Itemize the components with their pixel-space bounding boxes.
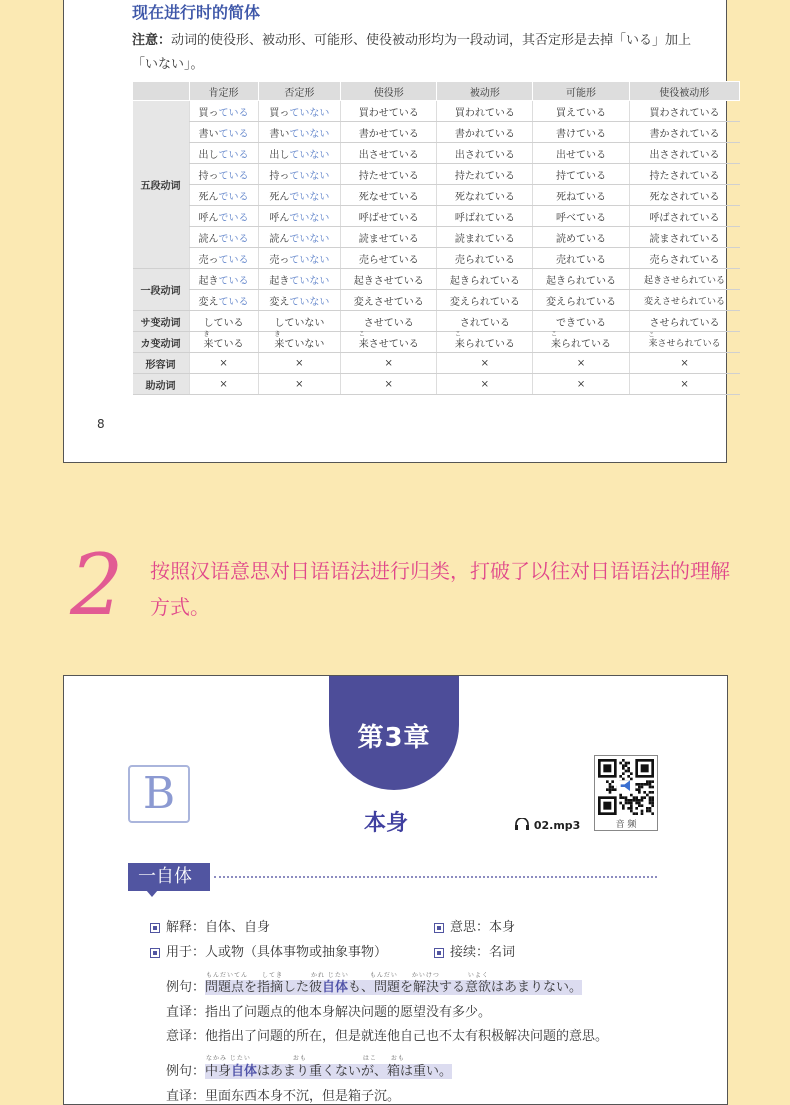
section-title: 现在进行时的简体 xyxy=(132,3,261,22)
feature-text: 按照汉语意思对日语语法进行归类，打破了以往对日语语法的理解方式。 xyxy=(150,559,730,619)
bullet-icon xyxy=(434,948,444,958)
bullet-icon xyxy=(150,923,160,933)
example1-sentence xyxy=(205,980,582,995)
table-header: 可能形 xyxy=(533,82,629,101)
table-cell: × xyxy=(629,353,739,374)
table-cell: 呼んでいる xyxy=(189,206,258,227)
table-row xyxy=(133,332,740,353)
table-cell: 売っている xyxy=(189,248,258,269)
table-header: 被动形 xyxy=(437,82,533,101)
table-cell: 読まされている xyxy=(629,227,739,248)
audio-file: 02.mp3 xyxy=(533,819,581,832)
example2 xyxy=(166,1060,452,1079)
table-cell: こ 来させている xyxy=(341,332,437,353)
usage-tag: 一自体 xyxy=(128,863,210,891)
table-cell: 読ませている xyxy=(341,227,437,248)
usage-row xyxy=(150,941,387,960)
conjugation-table xyxy=(132,81,740,395)
example1 xyxy=(166,976,582,995)
meaning-value: 本身 xyxy=(489,920,516,935)
literal1-label: 直译： xyxy=(166,1005,206,1020)
qr-code-icon xyxy=(598,759,654,815)
headword: 本身 xyxy=(364,810,409,836)
verb-group-label: 形容词 xyxy=(133,353,190,374)
verb-group-label: サ变动词 xyxy=(133,311,190,332)
table-cell: 持てている xyxy=(533,164,629,185)
table-cell: 死ねている xyxy=(533,185,629,206)
table-cell: 起きられている xyxy=(533,269,629,290)
qr-code[interactable] xyxy=(594,755,658,831)
verb-group-label: カ变动词 xyxy=(133,332,190,353)
table-cell: させられている xyxy=(629,311,739,332)
table-cell: × xyxy=(533,374,629,395)
bullet-icon xyxy=(434,923,444,933)
note xyxy=(132,29,692,77)
table-row xyxy=(133,248,740,269)
table-cell: 死なせている xyxy=(341,185,437,206)
table-cell: 死んでいる xyxy=(189,185,258,206)
table-cell: 変えられている xyxy=(533,290,629,311)
textbook-page-top xyxy=(63,0,727,463)
usage-label: 用于： xyxy=(166,945,206,960)
table-cell: している xyxy=(189,311,258,332)
example2-furigana: なかみ じたい おも はこ おも xyxy=(206,1055,405,1062)
table-cell: 呼べている xyxy=(533,206,629,227)
table-row xyxy=(133,143,740,164)
usage-value: 人或物（具体事物或抽象事物） xyxy=(205,945,388,960)
free1-text: 他指出了问题的所在，但是就连他自己也不太有积极解决问题的意思。 xyxy=(205,1029,609,1044)
table-row xyxy=(133,311,740,332)
table-cell: 書いている xyxy=(189,122,258,143)
table-cell: こ 来られている xyxy=(437,332,533,353)
table-cell: 起きていない xyxy=(258,269,341,290)
table-cell: 出していない xyxy=(258,143,341,164)
table-cell: 売っていない xyxy=(258,248,341,269)
table-cell: 持っていない xyxy=(258,164,341,185)
table-cell: 書かせている xyxy=(341,122,437,143)
table-cell: 書かれている xyxy=(437,122,533,143)
free1 xyxy=(166,1025,608,1044)
literal1 xyxy=(166,1001,491,1020)
table-cell: 呼ばせている xyxy=(341,206,437,227)
table-cell: 起きられている xyxy=(437,269,533,290)
table-cell: 出さされている xyxy=(629,143,739,164)
table-cell: こ 来させられている xyxy=(629,332,739,353)
table-cell: 買っている xyxy=(189,101,258,122)
table-cell: できている xyxy=(533,311,629,332)
literal1-text: 指出了问题点的他本身解决问题的愿望没有多少。 xyxy=(205,1005,492,1020)
dotted-divider xyxy=(214,876,657,878)
table-row xyxy=(133,185,740,206)
table-cell: 起きさせられている xyxy=(629,269,739,290)
table-cell: × xyxy=(629,374,739,395)
table-row xyxy=(133,122,740,143)
meaning-row xyxy=(434,916,515,935)
example1-furigana: もんだいてん してき かれ じたい もんだい かいけつ いよく xyxy=(206,972,489,979)
table-cell: 死んでいない xyxy=(258,185,341,206)
table-cell: していない xyxy=(258,311,341,332)
arrow-down-icon xyxy=(146,890,158,897)
table-cell: 呼んでいない xyxy=(258,206,341,227)
table-header: 使役被动形 xyxy=(629,82,739,101)
table-header xyxy=(133,82,190,101)
table-cell: 読まれている xyxy=(437,227,533,248)
explain-value: 自体、自身 xyxy=(205,920,271,935)
table-cell: 売れている xyxy=(533,248,629,269)
example2-keyword: 自体 xyxy=(231,1064,258,1079)
table-cell: 買っていない xyxy=(258,101,341,122)
table-cell: 起きている xyxy=(189,269,258,290)
table-row xyxy=(133,206,740,227)
connect-row xyxy=(434,941,515,960)
table-header: 使役形 xyxy=(341,82,437,101)
meaning-label: 意思： xyxy=(450,920,490,935)
table-cell: × xyxy=(437,353,533,374)
table-cell: 読んでいない xyxy=(258,227,341,248)
textbook-page-bottom xyxy=(63,675,728,1105)
audio-link[interactable] xyxy=(514,818,580,832)
table-cell: 変えさせている xyxy=(341,290,437,311)
table-cell: 持たせている xyxy=(341,164,437,185)
table-cell: き 来ていない xyxy=(258,332,341,353)
section-letter: B xyxy=(128,765,190,823)
table-cell: × xyxy=(437,374,533,395)
table-row xyxy=(133,227,740,248)
table-cell: 買わせている xyxy=(341,101,437,122)
explain-row xyxy=(150,916,270,935)
table-cell: 変えていない xyxy=(258,290,341,311)
table-cell: 出させている xyxy=(341,143,437,164)
table-row xyxy=(133,374,740,395)
table-cell: 書かされている xyxy=(629,122,739,143)
table-row xyxy=(133,164,740,185)
chapter-badge xyxy=(329,675,459,790)
table-cell: 変えさせられている xyxy=(629,290,739,311)
page-number: 8 xyxy=(97,417,105,431)
table-cell: × xyxy=(533,353,629,374)
table-cell: き 来ている xyxy=(189,332,258,353)
literal2-label: 直译： xyxy=(166,1089,206,1104)
table-cell: 書いていない xyxy=(258,122,341,143)
verb-group-label: 助动词 xyxy=(133,374,190,395)
table-cell: 呼ばれている xyxy=(437,206,533,227)
table-row xyxy=(133,290,740,311)
example1-keyword: 自体 xyxy=(322,980,349,995)
table-cell: こ 来られている xyxy=(533,332,629,353)
table-cell: × xyxy=(189,374,258,395)
table-header: 肯定形 xyxy=(189,82,258,101)
free1-label: 意译： xyxy=(166,1029,206,1044)
table-cell: 死なされている xyxy=(629,185,739,206)
table-cell: 書けている xyxy=(533,122,629,143)
table-cell: 買わされている xyxy=(629,101,739,122)
table-cell: × xyxy=(341,374,437,395)
table-cell: 変えている xyxy=(189,290,258,311)
explain-label: 解释： xyxy=(166,920,206,935)
table-cell: 出している xyxy=(189,143,258,164)
bullet-icon xyxy=(150,948,160,958)
note-text: 动词的使役形、被动形、可能形、使役被动形均为一段动词，其否定形是去掉「いる」加上「いない」。 xyxy=(132,33,692,72)
table-cell: × xyxy=(189,353,258,374)
table-cell: 読んでいる xyxy=(189,227,258,248)
table-cell: させている xyxy=(341,311,437,332)
table-cell: 売らされている xyxy=(629,248,739,269)
example2-pre: 中身 xyxy=(205,1064,232,1079)
table-cell: 持っている xyxy=(189,164,258,185)
table-cell: 持たされている xyxy=(629,164,739,185)
table-cell: 読めている xyxy=(533,227,629,248)
connect-value: 名词 xyxy=(489,945,516,960)
table-cell: 出されている xyxy=(437,143,533,164)
example1-label: 例句： xyxy=(166,980,206,995)
table-cell: 売られている xyxy=(437,248,533,269)
verb-group-label: 一段动词 xyxy=(133,269,190,311)
literal2-text: 里面东西本身不沉，但是箱子沉。 xyxy=(205,1089,401,1104)
table-cell: × xyxy=(258,374,341,395)
verb-group-label: 五段动词 xyxy=(133,101,190,269)
example2-sentence xyxy=(205,1064,452,1079)
qr-caption: 音 频 xyxy=(615,820,637,830)
example1-post: も、問題を解決する意欲はあまりない。 xyxy=(348,980,583,995)
connect-label: 接续： xyxy=(450,945,490,960)
table-row xyxy=(133,353,740,374)
table-cell: × xyxy=(341,353,437,374)
feature-number: 2 xyxy=(70,536,124,634)
table-cell: されている xyxy=(437,311,533,332)
example2-label: 例句： xyxy=(166,1064,206,1079)
table-header: 否定形 xyxy=(258,82,341,101)
table-cell: 買えている xyxy=(533,101,629,122)
table-cell: 買われている xyxy=(437,101,533,122)
table-cell: 持たれている xyxy=(437,164,533,185)
note-label: 注意： xyxy=(132,33,172,48)
table-row xyxy=(133,269,740,290)
table-cell: 売らせている xyxy=(341,248,437,269)
table-cell: 変えられている xyxy=(437,290,533,311)
table-row xyxy=(133,101,740,122)
chapter-label: 第3章 xyxy=(357,723,431,753)
table-cell: 呼ばされている xyxy=(629,206,739,227)
example1-pre: 問題点を指摘した彼 xyxy=(205,980,323,995)
table-cell: × xyxy=(258,353,341,374)
headphones-icon xyxy=(514,818,530,830)
table-cell: 起きさせている xyxy=(341,269,437,290)
example2-post: はあまり重くないが、箱は重い。 xyxy=(257,1064,453,1079)
feature-callout xyxy=(70,536,770,634)
table-cell: 死なれている xyxy=(437,185,533,206)
table-cell: 出せている xyxy=(533,143,629,164)
